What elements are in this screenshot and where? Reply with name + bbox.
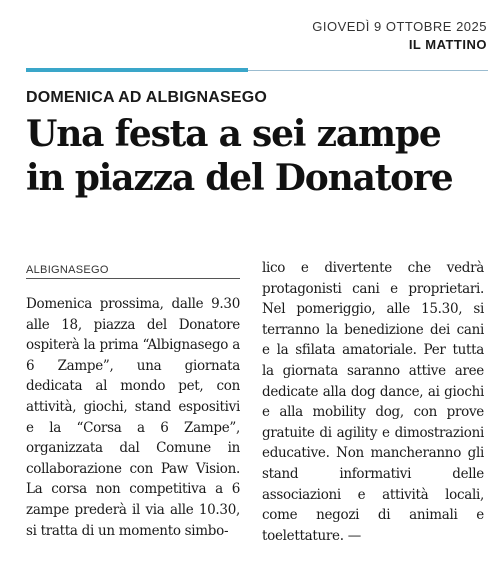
body-column-right bbox=[262, 258, 484, 546]
thin-rule bbox=[248, 70, 488, 71]
dateline-rule bbox=[26, 278, 240, 279]
issue-date: GIOVEDÌ 9 OTTOBRE 2025 bbox=[312, 19, 487, 34]
article-dateline: ALBIGNASEGO bbox=[26, 264, 109, 276]
article-kicker: DOMENICA AD ALBIGNASEGO bbox=[26, 89, 268, 106]
body-text-left: Domenica prossima, dalle 9.30 alle 18, piazza del Donatore ospiterà la prima “Albignasego a 6 Zampe”, una giornata dedicata al mondo pet, con attività, giochi, stand espositivi e la “Corsa a 6 Zampe”, organizzata dal Comune in collaborazione con Paw Vision. La corsa non competitiva a 6 zampe prederà il via alle 10.30, si tratta di un momento simbo- bbox=[26, 296, 240, 539]
article-headline: Una festa a sei zampe in piazza del Donatore bbox=[26, 113, 453, 199]
masthead bbox=[312, 18, 487, 54]
newspaper-name: IL MATTINO bbox=[408, 37, 487, 52]
accent-rule bbox=[26, 68, 248, 72]
body-column-left bbox=[26, 294, 240, 541]
body-text-right: lico e divertente che vedrà protagonisti cani e proprietari. Nel pomeriggio, alle 15.30, si terranno la benedizione dei cani e la sfilata amatoriale. Per tutta la giornata saranno attive aree dedicate alla dog dance, ai giochi e alla mobility dog, con prove gratuite di agility e dimostrazioni educative. Non mancheranno gli stand informativi delle associazioni e attività locali, come negozi di animali e toelettature. — bbox=[262, 260, 484, 544]
dateline-block bbox=[26, 264, 240, 279]
